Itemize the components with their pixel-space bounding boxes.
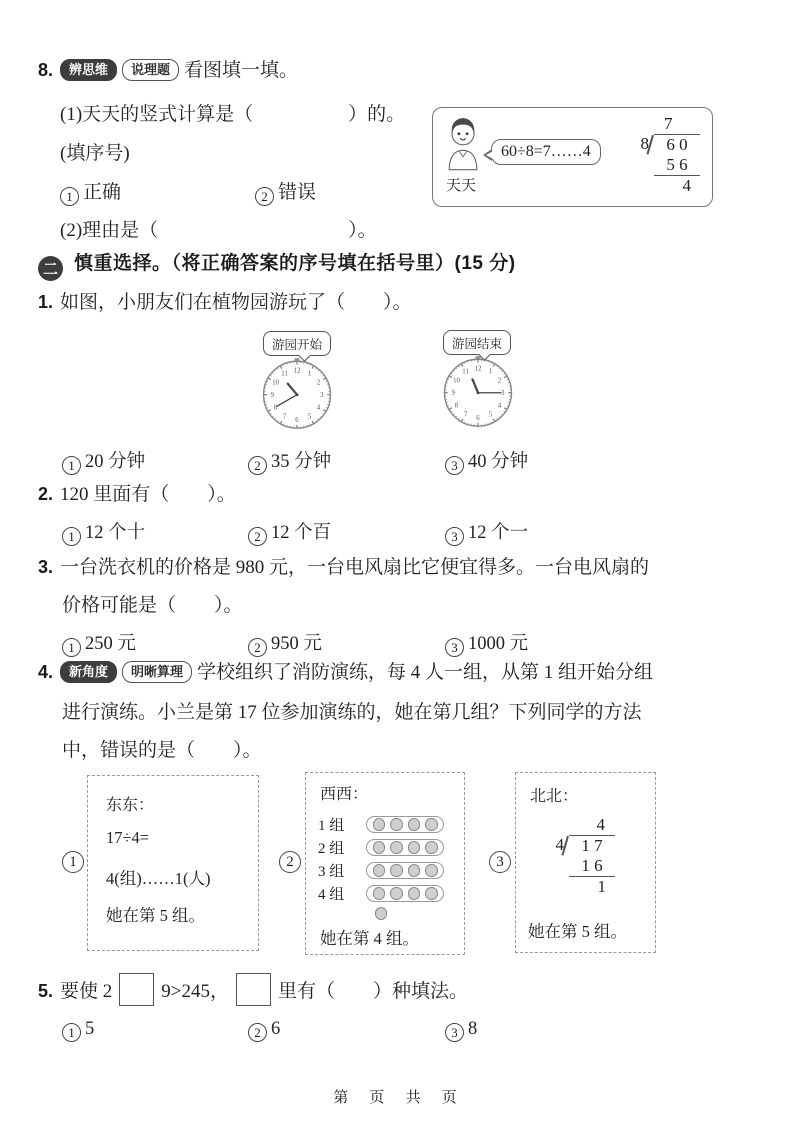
option-label: 12 个一 — [468, 523, 529, 543]
option-label: 5 — [85, 1019, 95, 1039]
method-box-dongdong — [87, 775, 259, 951]
long-division-q8 — [631, 114, 700, 196]
method-box-beibei — [515, 772, 656, 953]
svg-text:8: 8 — [454, 402, 459, 410]
ld-remainder-row — [546, 877, 615, 897]
speech-bubble — [491, 139, 601, 165]
circled-number-icon: 1 — [62, 638, 81, 657]
group-row — [318, 836, 444, 859]
ld-subtrahend: 1 6 — [569, 856, 615, 877]
circled-number-icon: 1 — [62, 456, 81, 475]
circled-number-icon: 2 — [248, 1023, 267, 1042]
person-dot — [373, 864, 386, 877]
student-name: 北北： — [530, 788, 579, 805]
question-8-number: 8. — [38, 60, 54, 80]
option-label: 20 分钟 — [85, 452, 146, 472]
page-footer: 第 页 共 页 — [333, 1089, 460, 1106]
tiantian-panel — [432, 107, 713, 207]
question-8-heading — [38, 58, 298, 84]
question-3-options — [0, 629, 793, 657]
svg-text:3: 3 — [320, 392, 324, 400]
group-row-label: 4 组 — [318, 887, 345, 903]
svg-text:6: 6 — [295, 417, 299, 425]
option-3 — [445, 629, 528, 657]
option-label: 250 元 — [85, 634, 136, 654]
svg-text:1: 1 — [488, 368, 493, 376]
option-3 — [445, 1019, 477, 1042]
person-dot — [425, 864, 438, 877]
clock-start-label: 游园开始 — [263, 331, 331, 356]
option-3 — [445, 447, 528, 475]
svg-text:7: 7 — [463, 411, 468, 419]
method-conclusion: 她在第 5 组。 — [106, 906, 205, 925]
question-1-text: 如图，小朋友们在植物园游玩了（ ）。 — [60, 292, 412, 313]
circled-number-icon: 1 — [60, 187, 79, 206]
circled-number-icon: 2 — [248, 638, 267, 657]
method-line: 17÷4= — [106, 828, 150, 847]
svg-text:4: 4 — [316, 404, 321, 412]
method-2-circled-number: 2 — [279, 851, 301, 873]
option-1 — [62, 518, 145, 546]
person-dot — [408, 841, 421, 854]
person-dot — [408, 818, 421, 831]
method-box-xixi — [305, 772, 465, 955]
option-label: 8 — [468, 1019, 478, 1039]
ld-subtrahend: 5 6 — [654, 155, 700, 176]
option-3 — [445, 518, 528, 546]
option-label: 12 个百 — [271, 523, 332, 543]
option-label: 错误 — [278, 182, 317, 203]
svg-text:12: 12 — [293, 367, 301, 375]
person-dot — [408, 887, 421, 900]
group-row — [318, 813, 444, 836]
circled-number-icon: 3 — [445, 1023, 464, 1042]
option-wrong — [255, 180, 316, 206]
ld-remainder-row — [631, 176, 700, 196]
question-1 — [38, 290, 412, 316]
svg-text:11: 11 — [462, 368, 469, 376]
method-3-circled-number: 3 — [489, 851, 511, 873]
question-5-part2: 9>245， — [161, 981, 229, 1002]
group-dots-pill — [366, 862, 444, 880]
ld-remainder: 4 — [682, 176, 691, 195]
option-label: 950 元 — [271, 634, 322, 654]
option-label: 6 — [271, 1019, 281, 1039]
long-division-q4 — [546, 815, 615, 897]
option-2 — [248, 629, 322, 657]
svg-text:1: 1 — [307, 370, 312, 378]
option-label: 12 个十 — [85, 523, 146, 543]
circled-number-icon: 2 — [255, 187, 274, 206]
method-conclusion: 她在第 4 组。 — [320, 929, 419, 948]
person-dot — [373, 818, 386, 831]
option-1 — [62, 1019, 94, 1042]
ld-dividend-row — [546, 835, 615, 856]
question-5-options — [0, 1019, 793, 1047]
question-2 — [38, 482, 236, 508]
ld-subtract-row — [546, 856, 615, 877]
question-8-title: 看图填一填。 — [184, 60, 299, 81]
ld-quotient-row — [631, 114, 700, 134]
svg-text:10: 10 — [272, 379, 279, 387]
svg-text:4: 4 — [497, 402, 502, 410]
question-5-number: 5. — [38, 981, 54, 1001]
section-2-marker: 二 — [38, 256, 63, 281]
person-dot — [373, 841, 386, 854]
group-row-label: 2 组 — [318, 841, 345, 857]
circled-number-icon: 3 — [445, 638, 464, 657]
question-4-number: 4. — [38, 662, 54, 682]
person-dot — [390, 818, 403, 831]
question-8-sub3: (2)理由是（ ）。 — [60, 220, 377, 241]
question-3-number: 3. — [38, 557, 54, 577]
clock-end-label: 游园结束 — [443, 330, 511, 355]
option-label: 1000 元 — [468, 634, 529, 654]
question-5 — [38, 973, 468, 1006]
person-dot — [425, 818, 438, 831]
student-name: 东东： — [106, 797, 155, 814]
section-2-header — [38, 248, 516, 281]
question-2-text: 120 里面有（ ）。 — [60, 484, 236, 505]
question-2-options — [0, 518, 793, 546]
group-dot-rows — [318, 813, 444, 905]
question-4-line3: 中，错误的是（ ）。 — [62, 740, 262, 761]
question-8-sub2: (填序号) — [60, 143, 130, 164]
group-row — [318, 859, 444, 882]
group-row-label: 1 组 — [318, 818, 345, 834]
question-3-line2: 价格可能是（ ）。 — [62, 595, 243, 616]
badge-reasoning-type: 说理题 — [122, 59, 179, 82]
person-dot — [373, 887, 386, 900]
group-dots-pill — [366, 816, 444, 834]
circled-number-icon: 1 — [62, 1023, 81, 1042]
option-1 — [62, 447, 145, 475]
question-2-number: 2. — [38, 484, 54, 504]
group-row-label: 3 组 — [318, 864, 345, 880]
question-4-heading — [38, 660, 653, 686]
person-dot — [425, 841, 438, 854]
svg-text:5: 5 — [488, 411, 493, 419]
speaker-name: 天天 — [446, 178, 477, 194]
ld-quotient: 4 — [596, 815, 605, 834]
clock-start — [261, 358, 333, 430]
option-label: 35 分钟 — [271, 452, 332, 472]
svg-text:7: 7 — [282, 413, 287, 421]
method-conclusion: 她在第 5 组。 — [528, 922, 627, 941]
question-4-text1: 学校组织了消防演练，每 4 人一组，从第 1 组开始分组 — [197, 662, 654, 683]
fill-in-box — [119, 973, 154, 1006]
ld-remainder: 1 — [597, 877, 606, 896]
svg-text:10: 10 — [453, 377, 460, 385]
ld-quotient: 7 — [664, 114, 673, 133]
method-line: 4(组)……1(人) — [106, 869, 211, 888]
circled-number-icon: 3 — [445, 527, 464, 546]
question-1-options — [0, 447, 793, 475]
person-dot — [390, 841, 403, 854]
ld-dividend-row — [631, 134, 700, 155]
equation-text: 60÷8=7……4 — [501, 143, 591, 160]
group-dots-pill — [366, 839, 444, 857]
option-correct — [60, 180, 121, 206]
svg-text:3: 3 — [501, 390, 505, 398]
question-8-sub1: (1)天天的竖式计算是（ ）的。 — [60, 104, 406, 125]
option-2 — [248, 1019, 280, 1042]
option-label: 正确 — [83, 182, 122, 203]
extra-person-dot — [375, 907, 388, 920]
circled-number-icon: 3 — [445, 456, 464, 475]
question-5-part3: 里有（ ）种填法。 — [278, 981, 469, 1002]
person-dot — [425, 887, 438, 900]
svg-text:6: 6 — [476, 415, 480, 423]
option-2 — [248, 447, 331, 475]
badge-thinking: 辨思维 — [60, 59, 117, 82]
svg-text:12: 12 — [474, 365, 482, 373]
svg-text:11: 11 — [281, 370, 288, 378]
boy-avatar-icon — [440, 115, 486, 171]
badge-clear-reasoning: 明晰算理 — [122, 661, 192, 684]
fill-in-box — [236, 973, 271, 1006]
option-1 — [62, 629, 136, 657]
student-name: 西西： — [320, 786, 369, 803]
group-dots-pill — [366, 885, 444, 903]
option-2 — [248, 518, 331, 546]
ld-dividend: 1 7 — [569, 835, 615, 856]
question-3-text1: 一台洗衣机的价格是 980 元，一台电风扇比它便宜得多。一台电风扇的 — [60, 557, 650, 578]
ld-quotient-row — [546, 815, 615, 835]
group-row — [318, 882, 444, 905]
svg-text:2: 2 — [497, 377, 502, 385]
circled-number-icon: 2 — [248, 456, 267, 475]
svg-text:5: 5 — [307, 413, 312, 421]
question-5-part1: 要使 2 — [60, 981, 113, 1002]
badge-new-angle: 新角度 — [60, 661, 117, 684]
clock-end — [442, 356, 514, 428]
ld-divisor: 4 — [555, 835, 564, 854]
svg-text:8: 8 — [273, 404, 278, 412]
person-dot — [390, 887, 403, 900]
option-label: 40 分钟 — [468, 452, 529, 472]
question-4-line2: 进行演练。小兰是第 17 位参加演练的，她在第几组？下列同学的方法 — [62, 702, 642, 723]
person-dot — [408, 864, 421, 877]
person-dot — [390, 864, 403, 877]
svg-text:2: 2 — [316, 379, 321, 387]
circled-number-icon: 2 — [248, 527, 267, 546]
question-3-line1 — [38, 555, 649, 581]
ld-subtract-row — [631, 155, 700, 176]
ld-divisor: 8 — [640, 134, 649, 153]
svg-text:9: 9 — [451, 390, 455, 398]
method-1-circled-number: 1 — [62, 851, 84, 873]
question-1-number: 1. — [38, 292, 54, 312]
svg-text:9: 9 — [270, 392, 274, 400]
circled-number-icon: 1 — [62, 527, 81, 546]
ld-dividend: 6 0 — [654, 134, 700, 155]
section-2-title: 慎重选择。（将正确答案的序号填在括号里）(15 分) — [74, 253, 516, 274]
